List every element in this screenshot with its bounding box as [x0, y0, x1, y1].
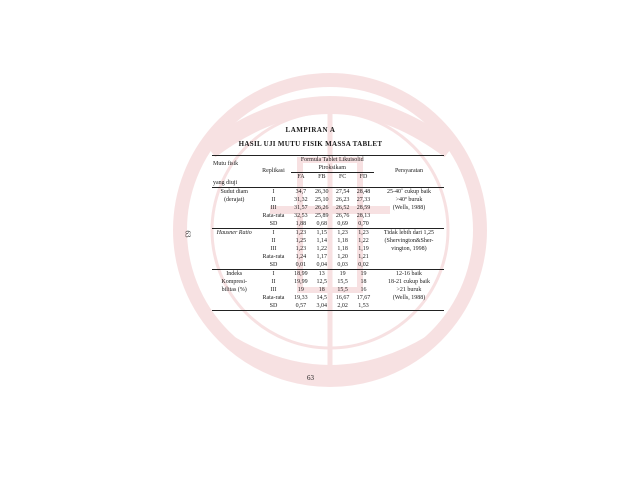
requirement-line: 12-16 baik	[396, 270, 422, 277]
value-cell: 3,04	[316, 302, 328, 309]
value-cell: 1,25	[295, 237, 307, 244]
param-line: Kompresi-	[221, 278, 248, 285]
value-cell: 1,21	[358, 253, 369, 260]
value-cell: 0,69	[337, 220, 348, 227]
tablet-quality-table	[212, 155, 444, 311]
value-cell: 18	[360, 278, 367, 285]
requirement-line: >40º buruk	[395, 196, 423, 203]
param-line: bilitas (%)	[221, 286, 247, 293]
value-cell: 27,54	[335, 188, 350, 195]
value-cell: 32,53	[294, 212, 308, 219]
value-cell: 26,23	[335, 196, 350, 203]
value-cell: 1,18	[337, 237, 348, 244]
value-cell: 19	[339, 270, 346, 277]
value-cell: 19	[360, 270, 367, 277]
value-cell: 28,48	[356, 188, 371, 195]
value-cell: 19,99	[294, 278, 308, 285]
header-fd: FD	[353, 173, 374, 188]
table-body	[212, 187, 444, 310]
replikasi-cell: SD	[269, 261, 278, 268]
value-cell: 14,5	[316, 294, 328, 301]
replikasi-cell: SD	[269, 220, 278, 227]
param-cell	[212, 228, 256, 269]
replikasi-cell: I	[272, 229, 275, 236]
value-cell: 1,18	[337, 245, 348, 252]
value-cell: 31,57	[294, 204, 308, 211]
value-cell: 18,99	[294, 270, 308, 277]
value-cell: 26,52	[335, 204, 350, 211]
page-number: 63	[307, 374, 314, 382]
header-formula: Formula Tablet Likuisolid Piroksikam	[300, 157, 364, 171]
requirement-cell	[374, 228, 444, 269]
requirement-cell	[374, 187, 444, 228]
value-cell: 2,02	[337, 302, 348, 309]
requirement-line: 25-40˚ cukup baik	[386, 188, 431, 195]
value-cell: 16,67	[335, 294, 350, 301]
value-cell: 0,68	[316, 220, 328, 227]
header-replikasi: Replikasi	[262, 168, 285, 175]
value-cell: 0,04	[316, 261, 328, 268]
value-cell: 12,5	[316, 278, 328, 285]
value-cell: 19	[297, 286, 304, 293]
value-cell: 16	[360, 286, 367, 293]
side-page-number: 63	[183, 230, 192, 238]
value-cell: 1,19	[358, 245, 369, 252]
value-cell: 0,57	[295, 302, 307, 309]
requirement-line: (Wells, 1988)	[392, 204, 426, 211]
value-cell: 15,5	[337, 286, 348, 293]
header-fa: FA	[291, 173, 312, 188]
requirement-line: 18-21 cukup baik	[387, 278, 430, 285]
value-cell: 1,88	[295, 220, 307, 227]
value-cell: 26,26	[315, 204, 329, 211]
value-cell: 1,22	[358, 237, 369, 244]
requirement-line: (Wells, 1988)	[392, 294, 426, 301]
value-cell: 1,23	[295, 229, 307, 236]
param-line: Indeks	[226, 270, 243, 277]
header-fc: FC	[332, 173, 353, 188]
replikasi-cell: II	[271, 237, 276, 244]
value-cell: 0,70	[358, 220, 369, 227]
appendix-title: LAMPIRAN A	[285, 126, 336, 134]
value-cell: 17,67	[356, 294, 371, 301]
value-cell: 27,33	[356, 196, 371, 203]
value-cell: 1,53	[358, 302, 369, 309]
value-cell: 1,20	[337, 253, 348, 260]
replikasi-cell: I	[272, 270, 275, 277]
value-cell: 34,7	[295, 188, 307, 195]
value-cell: 1,24	[295, 253, 307, 260]
value-cell: 1,23	[358, 229, 369, 236]
replikasi-cell: I	[272, 188, 275, 195]
value-cell: 26,30	[315, 188, 329, 195]
requirement-line: (Shervington&Sher-	[384, 237, 434, 244]
value-cell: 13	[318, 270, 325, 277]
replikasi-cell: III	[270, 286, 277, 293]
requirement-line: >21 buruk	[396, 286, 422, 293]
value-cell: 15,5	[337, 278, 348, 285]
replikasi-cell: SD	[269, 302, 278, 309]
param-cell	[212, 269, 256, 310]
table-row	[212, 269, 444, 278]
value-cell: 1,15	[316, 229, 328, 236]
value-cell: 25,89	[315, 212, 329, 219]
header-persyaratan: Persyaratan	[394, 168, 423, 175]
value-cell: 25,10	[315, 196, 329, 203]
requirement-cell	[374, 269, 444, 310]
value-cell: 28,59	[356, 204, 371, 211]
replikasi-cell: II	[271, 196, 276, 203]
value-cell: 1,23	[337, 229, 348, 236]
value-cell: 31,32	[294, 196, 308, 203]
requirement-line: vington, 1998)	[391, 245, 427, 252]
header-param-line2: yang diuji	[213, 179, 238, 186]
value-cell: 26,76	[335, 212, 350, 219]
value-cell: 0,01	[295, 261, 307, 268]
value-cell: 18	[318, 286, 325, 293]
value-cell: 0,03	[337, 261, 348, 268]
value-cell: 1,23	[295, 245, 307, 252]
param-line: Hausner Ratio	[216, 229, 252, 236]
param-cell	[212, 187, 256, 228]
param-line: (derajat)	[224, 196, 245, 203]
replikasi-cell: III	[270, 245, 277, 252]
param-line: Sudut diam	[220, 188, 248, 195]
replikasi-cell: Rata-rata	[262, 212, 285, 219]
table-row	[212, 228, 444, 237]
replikasi-cell: Rata-rata	[262, 253, 285, 260]
value-cell: 1,22	[316, 245, 328, 252]
table-title: HASIL UJI MUTU FISIK MASSA TABLET	[238, 140, 383, 148]
header-param: Mutu fisik	[213, 161, 239, 167]
header-fb: FB	[311, 173, 332, 188]
value-cell: 1,14	[316, 237, 328, 244]
replikasi-cell: II	[271, 278, 276, 285]
value-cell: 19,33	[294, 294, 308, 301]
value-cell: 28,13	[356, 212, 371, 219]
replikasi-cell: Rata-rata	[262, 294, 285, 301]
replikasi-cell: III	[270, 204, 277, 211]
requirement-line: Tidak lebih dari 1,25	[383, 229, 435, 236]
value-cell: 1,17	[316, 253, 328, 260]
value-cell: 0,02	[358, 261, 369, 268]
table-row	[212, 187, 444, 196]
